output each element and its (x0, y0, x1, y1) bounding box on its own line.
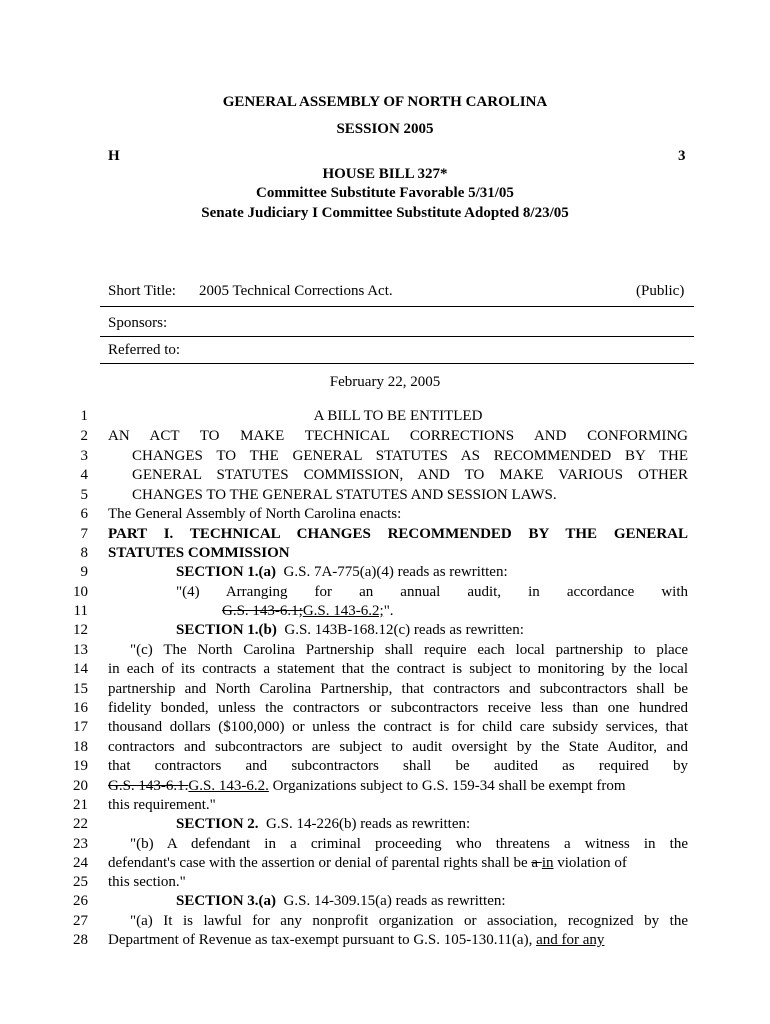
bill-line (0, 892, 770, 911)
line-text: that contractors and subcontractors shall be audited as required by (108, 758, 688, 774)
line-text: in each of its contracts a statement that the contract is subject to monitoring by the local (108, 661, 688, 677)
line-number: 3 (80, 448, 88, 464)
bill-date: February 22, 2005 (329, 374, 441, 390)
bill-line (0, 466, 770, 485)
part-heading: PART I. TECHNICAL CHANGES RECOMMENDED BY THE GENERAL (108, 526, 688, 542)
referred-label: Referred to: (108, 342, 181, 358)
line-number: 19 (73, 758, 88, 774)
section-label: SECTION 1.(a) (176, 564, 277, 580)
line-text: "(b) A defendant in a criminal proceeding who threatens a witness in the (130, 836, 688, 852)
section-label: SECTION 2. (176, 816, 259, 832)
line-number: 6 (80, 506, 88, 522)
line-text: A BILL TO BE ENTITLED (313, 408, 483, 424)
line-number: 1 (80, 408, 88, 424)
bill-line (0, 486, 770, 505)
line-text: CHANGES TO THE GENERAL STATUTES AS RECOMMENDED BY THE (132, 448, 688, 464)
line-text: GENERAL STATUTES COMMISSION, AND TO MAKE VARIOUS OTHER (132, 467, 688, 483)
bill-line (0, 583, 770, 602)
sponsors-label: Sponsors: (108, 315, 168, 331)
line-number: 24 (73, 855, 88, 871)
line-number: 2 (80, 428, 88, 444)
bill-line (0, 602, 770, 621)
divider (100, 306, 694, 307)
line-text: fidelity bonded, unless the contractors or subcontractors receive less than one hundred (108, 700, 688, 716)
line-head: Department of Revenue as tax-exempt pursuant to G.S. 105-130.11(a), (108, 932, 537, 948)
line-number: 13 (73, 642, 88, 658)
section-text: G.S. 7A-775(a)(4) reads as rewritten: (283, 564, 508, 580)
line-text: AN ACT TO MAKE TECHNICAL CORRECTIONS AND CONFORMING (108, 428, 688, 444)
line-text: this requirement." (108, 797, 216, 813)
line-text: "(c) The North Carolina Partnership shall require each local partnership to place (130, 642, 688, 658)
line-text (176, 563, 756, 582)
section-text: G.S. 14-226(b) reads as rewritten: (266, 816, 471, 832)
line-number: 17 (73, 719, 88, 735)
line-text: "(a) It is lawful for any nonprofit organization or association, recognized by the (130, 913, 688, 929)
line-number: 7 (80, 526, 88, 542)
short-title-label: Short Title: (108, 283, 176, 299)
line-number: 27 (73, 913, 88, 929)
inserted-text: G.S. 143-6.2; (302, 603, 384, 619)
section-label: SECTION 3.(a) (176, 893, 277, 909)
line-number: 10 (73, 584, 88, 600)
bill-line (0, 757, 770, 776)
bill-line (0, 912, 770, 931)
line-number: 26 (73, 893, 88, 909)
bill-line (0, 854, 770, 873)
bill-title: HOUSE BILL 327* (322, 166, 448, 182)
deleted-text: G.S. 143-6.1; (222, 603, 303, 619)
version-number: 3 (678, 148, 686, 164)
line-number: 16 (73, 700, 88, 716)
line-number: 28 (73, 932, 88, 948)
senate-substitute: Senate Judiciary I Committee Substitute Adopted 8/23/05 (201, 205, 569, 221)
line-head: defendant's case with the assertion or denial of parental rights shall be (108, 855, 532, 871)
committee-substitute: Committee Substitute Favorable 5/31/05 (256, 185, 514, 201)
line-number: 20 (73, 778, 88, 794)
line-number: 18 (73, 739, 88, 755)
bill-line (0, 505, 770, 524)
bill-line (0, 621, 770, 640)
bill-line (0, 873, 770, 892)
line-number: 8 (80, 545, 88, 561)
inserted-text: G.S. 143-6.2. (188, 778, 269, 794)
section-text: G.S. 14-309.15(a) reads as rewritten: (283, 893, 506, 909)
line-text (108, 854, 688, 873)
line-tail: ". (383, 603, 394, 619)
bill-line (0, 660, 770, 679)
divider (100, 363, 694, 364)
section-label: SECTION 1.(b) (176, 622, 277, 638)
bill-line (0, 544, 770, 563)
bill-line (0, 815, 770, 834)
bill-line (0, 718, 770, 737)
line-number: 9 (80, 564, 88, 580)
line-text: partnership and North Carolina Partnership, that contractors and subcontractors shall be (108, 681, 688, 697)
bill-line (0, 447, 770, 466)
bill-line (0, 427, 770, 446)
line-number: 23 (73, 836, 88, 852)
line-number: 11 (73, 603, 88, 619)
chamber-letter: H (108, 148, 120, 164)
session-title: SESSION 2005 (336, 121, 434, 137)
line-number: 12 (73, 622, 88, 638)
bill-line (0, 525, 770, 544)
line-number: 15 (73, 681, 88, 697)
line-text: contractors and subcontractors are subject to audit oversight by the State Auditor, and (108, 739, 688, 755)
bill-line (0, 563, 770, 582)
bill-line (0, 680, 770, 699)
line-tail: violation of (553, 855, 627, 871)
line-number: 4 (80, 467, 88, 483)
line-text (176, 621, 756, 640)
line-text: CHANGES TO THE GENERAL STATUTES AND SESSION LAWS. (132, 487, 557, 503)
bill-line (0, 738, 770, 757)
bill-line (0, 641, 770, 660)
line-tail: Organizations subject to G.S. 159-34 shall be exempt from (268, 778, 626, 794)
bill-line (0, 931, 770, 950)
part-heading: STATUTES COMMISSION (108, 545, 290, 561)
line-number: 25 (73, 874, 88, 890)
line-text (108, 777, 688, 796)
line-text: "(4) Arranging for an annual audit, in accordance with (176, 584, 688, 600)
inserted-text: in (541, 855, 554, 871)
bill-line (0, 699, 770, 718)
bill-line (0, 796, 770, 815)
line-text (222, 602, 770, 621)
line-text (176, 892, 756, 911)
line-text: thousand dollars ($100,000) or unless the contract is for child care subsidy services, that (108, 719, 688, 735)
deleted-text: a (531, 855, 542, 871)
line-text (176, 815, 756, 834)
line-number: 22 (73, 816, 88, 832)
line-text: this section." (108, 874, 186, 890)
assembly-title: GENERAL ASSEMBLY OF NORTH CAROLINA (222, 94, 548, 110)
line-text (108, 931, 688, 950)
line-number: 21 (73, 797, 88, 813)
short-title: 2005 Technical Corrections Act. (199, 283, 393, 299)
bill-line (0, 407, 770, 426)
bill-line (0, 835, 770, 854)
inserted-text: and for any (536, 932, 605, 948)
public-tag: (Public) (636, 283, 685, 299)
deleted-text: G.S. 143-6.1. (108, 778, 189, 794)
divider (100, 336, 694, 337)
section-text: G.S. 143B-168.12(c) reads as rewritten: (284, 622, 524, 638)
line-text: The General Assembly of North Carolina enacts: (108, 506, 402, 522)
line-number: 5 (80, 487, 88, 503)
bill-line (0, 777, 770, 796)
line-number: 14 (73, 661, 88, 677)
